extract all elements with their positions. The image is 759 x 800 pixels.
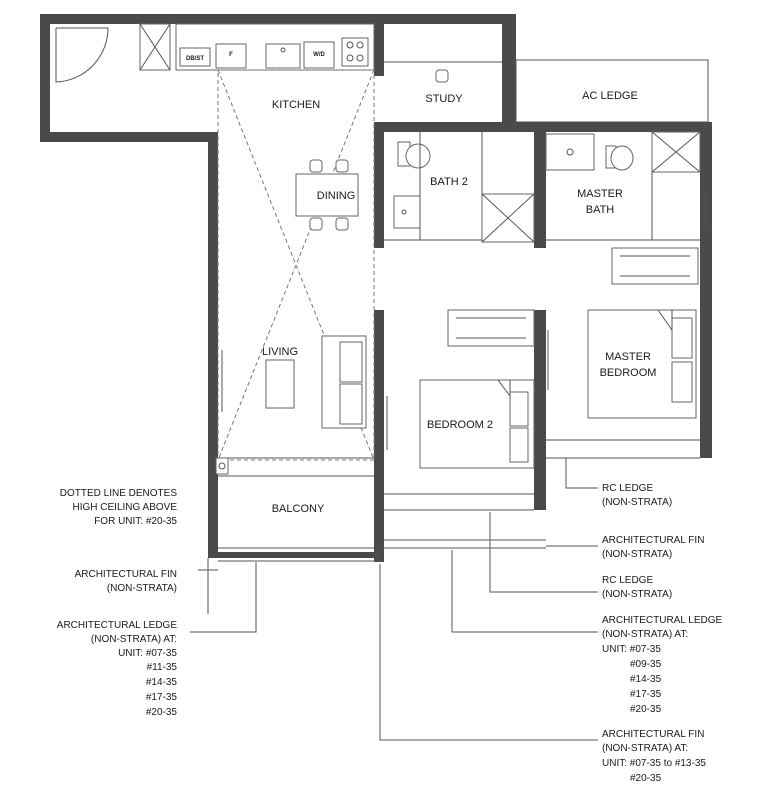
left-arch-ledge-note-1: ARCHITECTURAL LEDGE (56, 620, 177, 631)
dining-label: DINING (316, 190, 356, 202)
master-bath-label-1: MASTER (577, 188, 623, 200)
right-arch-ledge-note-4: #09-35 (630, 659, 662, 670)
washer-dryer-label: W/D (313, 52, 325, 58)
left-arch-ledge-note-7: #20-35 (145, 707, 177, 718)
bath2-label: BATH 2 (430, 176, 468, 188)
right-arch-fin-note-1: ARCHITECTURAL FIN (602, 535, 705, 546)
master-bath-fixtures (546, 132, 700, 240)
bedroom2-label: BEDROOM 2 (426, 419, 494, 431)
master-bed (588, 310, 696, 418)
right-arch-fin-at-note-4: #20-35 (630, 773, 662, 784)
ac-ledge-label: AC LEDGE (582, 90, 638, 102)
right-arch-ledge-note-7: #20-35 (630, 704, 662, 715)
left-arch-ledge-note-2: (NON-STRATA) AT: (90, 634, 177, 645)
rc-ledge-1-note-1: RC LEDGE (602, 483, 654, 494)
study-label: STUDY (425, 93, 463, 105)
master-bedroom-label-1: MASTER (605, 351, 651, 363)
dotted-line-note-2: HIGH CEILING ABOVE (72, 502, 177, 513)
right-arch-ledge-note-1: ARCHITECTURAL LEDGE (602, 615, 723, 626)
rc-ledge-1-note-2: (NON-STRATA) (602, 497, 673, 508)
rc-ledge-2-note-2: (NON-STRATA) (602, 589, 673, 600)
right-arch-fin-at-note-3: UNIT: #07-35 to #13-35 (602, 758, 706, 769)
dotted-line-note-1: DOTTED LINE DENOTES (59, 488, 177, 499)
left-arch-ledge-note-6: #17-35 (145, 692, 177, 703)
right-arch-ledge-note-3: UNIT: #07-35 (602, 644, 661, 655)
balcony-label: BALCONY (271, 503, 325, 515)
left-arch-ledge-note-5: #14-35 (145, 677, 177, 688)
rc-ledge-2-note-1: RC LEDGE (602, 575, 654, 586)
right-arch-ledge-note-2: (NON-STRATA) AT: (602, 629, 689, 640)
master-bath-label-2: BATH (585, 204, 615, 216)
dotted-line-note-3: FOR UNIT: #20-35 (94, 516, 177, 527)
kitchen-area (56, 24, 374, 82)
right-arch-fin-at-note-1: ARCHITECTURAL FIN (602, 729, 705, 740)
left-arch-ledge-note-3: UNIT: #07-35 (118, 648, 177, 659)
dbst-label: DB/ST (186, 56, 204, 62)
right-annotations (602, 483, 723, 784)
fridge-label: F (229, 52, 233, 58)
left-annotations (57, 488, 178, 718)
master-bedroom-label-2: BEDROOM (599, 367, 657, 379)
right-arch-fin-at-note-2: (NON-STRATA) AT: (602, 743, 689, 754)
study-area (384, 62, 502, 82)
right-arch-ledge-note-5: #14-35 (630, 674, 662, 685)
right-arch-ledge-note-6: #17-35 (630, 689, 662, 700)
left-arch-fin-note-1: ARCHITECTURAL FIN (74, 569, 177, 580)
right-arch-fin-note-2: (NON-STRATA) (602, 549, 673, 560)
left-arch-ledge-note-4: #11-35 (146, 662, 177, 673)
kitchen-label: KITCHEN (271, 99, 321, 111)
living-label: LIVING (261, 346, 299, 358)
left-arch-fin-note-2: (NON-STRATA) (106, 583, 177, 594)
